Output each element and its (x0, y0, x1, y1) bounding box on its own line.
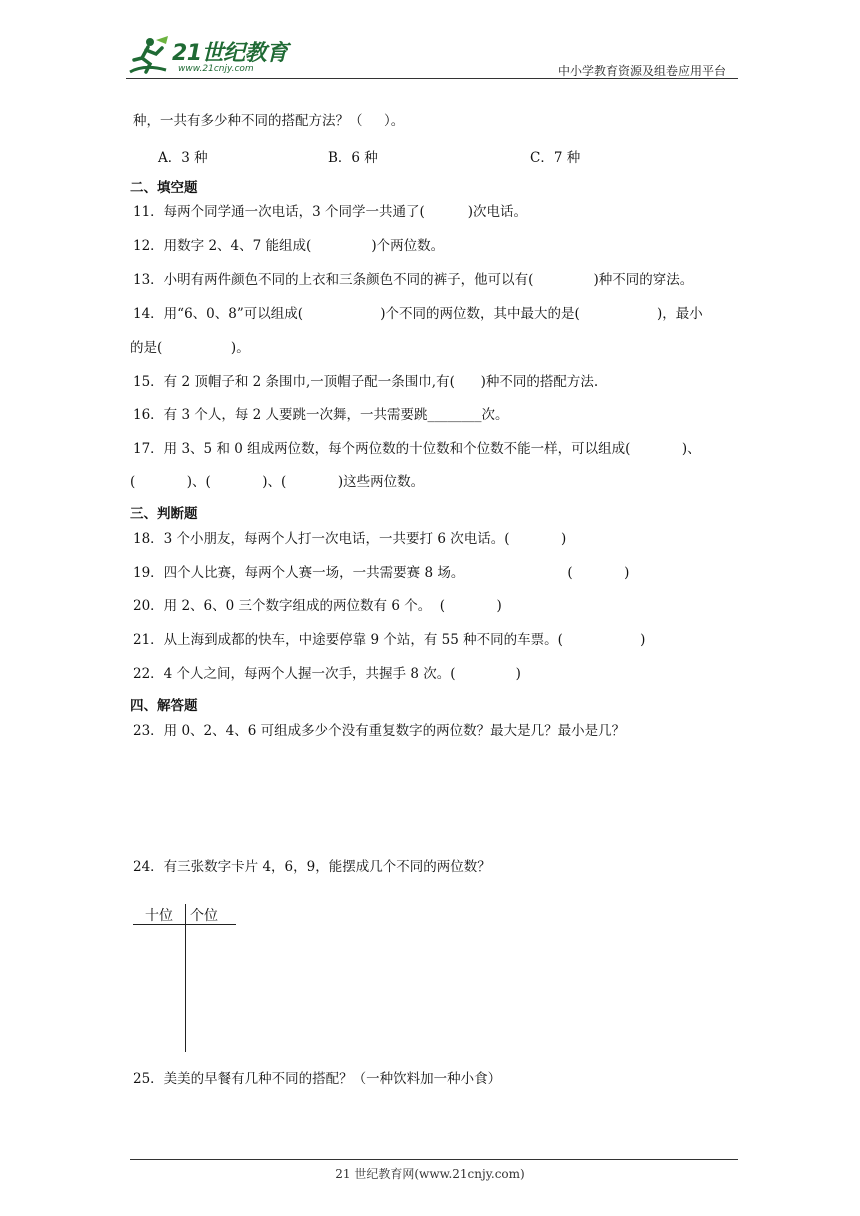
section-judge-title: 三、判断题 (130, 506, 198, 522)
question-11: 11．每两个同学通一次电话，3 个同学一共通了( )次电话。 (133, 204, 528, 220)
question-22: 22．4 个人之间，每两个人握一次手，共握手 8 次。( ) (133, 666, 521, 682)
option-a: A．3 种 (158, 150, 208, 166)
question-23: 23．用 0、2、4、6 可组成多少个没有重复数字的两位数？最大是几？最小是几？ (133, 723, 626, 739)
question-25: 25．美美的早餐有几种不同的搭配？（一种饮料加一种小食） (133, 1071, 502, 1087)
header-divider (126, 78, 738, 79)
question-21: 21．从上海到成都的快车，中途要停靠 9 个站，有 55 种不同的车票。( ) (133, 632, 646, 648)
question-18: 18．3 个小朋友，每两个人打一次电话，一共要打 6 次电话。( ) (133, 531, 567, 547)
question-14-line1: 14．用“6、0、8”可以组成( )个不同的两位数，其中最大的是( )，最小 (133, 306, 703, 322)
logo-url: www.21cnjy.com (178, 64, 254, 74)
question-12: 12．用数字 2、4、7 能组成( )个两位数。 (133, 238, 445, 254)
question-20: 20．用 2、6、0 三个数字组成的两位数有 6 个。 ( ) (133, 598, 502, 614)
ones-label: 个位 (190, 908, 218, 924)
option-c: C．7 种 (530, 150, 581, 166)
logo-runner-icon (126, 34, 176, 78)
question-15: 15．有 2 顶帽子和 2 条围巾,一顶帽子配一条围巾,有( )种不同的搭配方法. (133, 374, 599, 390)
question-24: 24．有三张数字卡片 4，6，9，能摆成几个不同的两位数？ (133, 859, 491, 875)
option-b: B．6 种 (328, 150, 378, 166)
question-13: 13．小明有两件颜色不同的上衣和三条颜色不同的裤子，他可以有( )种不同的穿法。 (133, 272, 694, 288)
question-17-line1: 17．用 3、5 和 0 组成两位数，每个两位数的十位数和个位数不能一样，可以组成( )、 (133, 441, 701, 457)
tens-label: 十位 (145, 908, 173, 924)
section-fill-title: 二、填空题 (130, 180, 198, 196)
table-vertical-rule (185, 904, 186, 1052)
footer-divider (130, 1159, 738, 1160)
question-17-line2: ( )、( )、( )这些两位数。 (130, 474, 425, 490)
footer-text: 21 世纪教育网(www.21cnjy.com) (335, 1167, 525, 1181)
question-10-tail: 种，一共有多少种不同的搭配方法？（ ）。 (133, 113, 405, 129)
platform-title: 中小学教育资源及组卷应用平台 (557, 64, 726, 78)
question-14-line2: 的是( )。 (130, 340, 250, 356)
section-answer-title: 四、解答题 (130, 698, 198, 714)
question-16: 16．有 3 个人，每 2 人要跳一次舞，一共需要跳________次。 (133, 407, 509, 423)
question-19: 19．四个人比赛，每两个人赛一场，一共需要赛 8 场。 ( ) (133, 565, 630, 581)
logo-text: 21世纪教育 (172, 41, 288, 66)
